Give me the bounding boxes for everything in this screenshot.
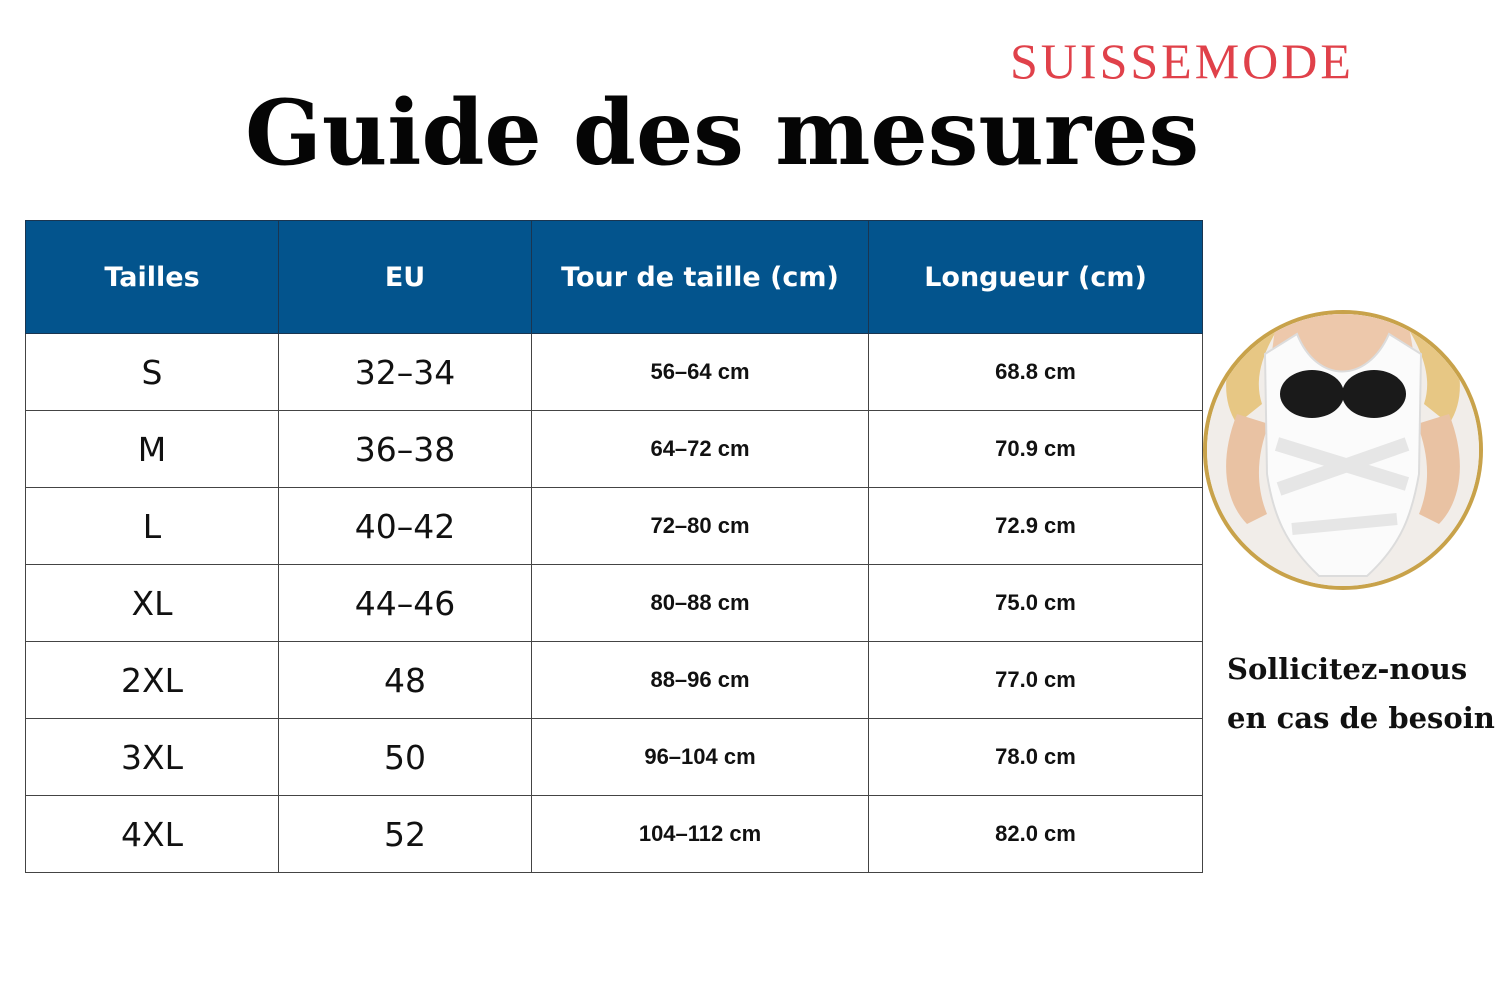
size-cell: M xyxy=(26,411,279,488)
length-cell: 72.9 cm xyxy=(869,488,1203,565)
eu-cell: 44–46 xyxy=(279,565,532,642)
waist-cell: 64–72 cm xyxy=(532,411,869,488)
eu-cell: 32–34 xyxy=(279,334,532,411)
eu-cell: 40–42 xyxy=(279,488,532,565)
waist-cell: 104–112 cm xyxy=(532,796,869,873)
table-row xyxy=(26,719,1203,796)
table-header-row xyxy=(26,221,1203,334)
eu-cell: 50 xyxy=(279,719,532,796)
size-cell: XL xyxy=(26,565,279,642)
length-cell: 75.0 cm xyxy=(869,565,1203,642)
waist-cell: 72–80 cm xyxy=(532,488,869,565)
length-cell: 78.0 cm xyxy=(869,719,1203,796)
help-line-2: en cas de besoin xyxy=(1227,701,1495,735)
length-cell: 68.8 cm xyxy=(869,334,1203,411)
size-cell: S xyxy=(26,334,279,411)
eu-cell: 36–38 xyxy=(279,411,532,488)
size-cell: 4XL xyxy=(26,796,279,873)
eu-cell: 52 xyxy=(279,796,532,873)
header-waist: Tour de taille (cm) xyxy=(532,221,869,334)
size-cell: L xyxy=(26,488,279,565)
eu-cell: 48 xyxy=(279,642,532,719)
page-title: Guide des mesures xyxy=(245,80,1200,186)
size-cell: 3XL xyxy=(26,719,279,796)
brand-logo: SUISSEMODE xyxy=(1010,33,1354,89)
length-cell: 70.9 cm xyxy=(869,411,1203,488)
waist-cell: 88–96 cm xyxy=(532,642,869,719)
size-table xyxy=(25,220,1203,873)
header-length: Longueur (cm) xyxy=(869,221,1203,334)
table-row xyxy=(26,334,1203,411)
table-row xyxy=(26,565,1203,642)
length-cell: 82.0 cm xyxy=(869,796,1203,873)
table-row xyxy=(26,796,1203,873)
header-sizes: Tailles xyxy=(26,221,279,334)
waist-cell: 96–104 cm xyxy=(532,719,869,796)
bodysuit-icon xyxy=(1207,314,1479,586)
help-line-1: Sollicitez-nous xyxy=(1227,652,1468,686)
waist-cell: 80–88 cm xyxy=(532,565,869,642)
table-row xyxy=(26,488,1203,565)
waist-cell: 56–64 cm xyxy=(532,334,869,411)
size-cell: 2XL xyxy=(26,642,279,719)
product-photo xyxy=(1203,310,1483,590)
length-cell: 77.0 cm xyxy=(869,642,1203,719)
help-text xyxy=(1227,645,1497,743)
table-row xyxy=(26,642,1203,719)
header-eu: EU xyxy=(279,221,532,334)
table-row xyxy=(26,411,1203,488)
